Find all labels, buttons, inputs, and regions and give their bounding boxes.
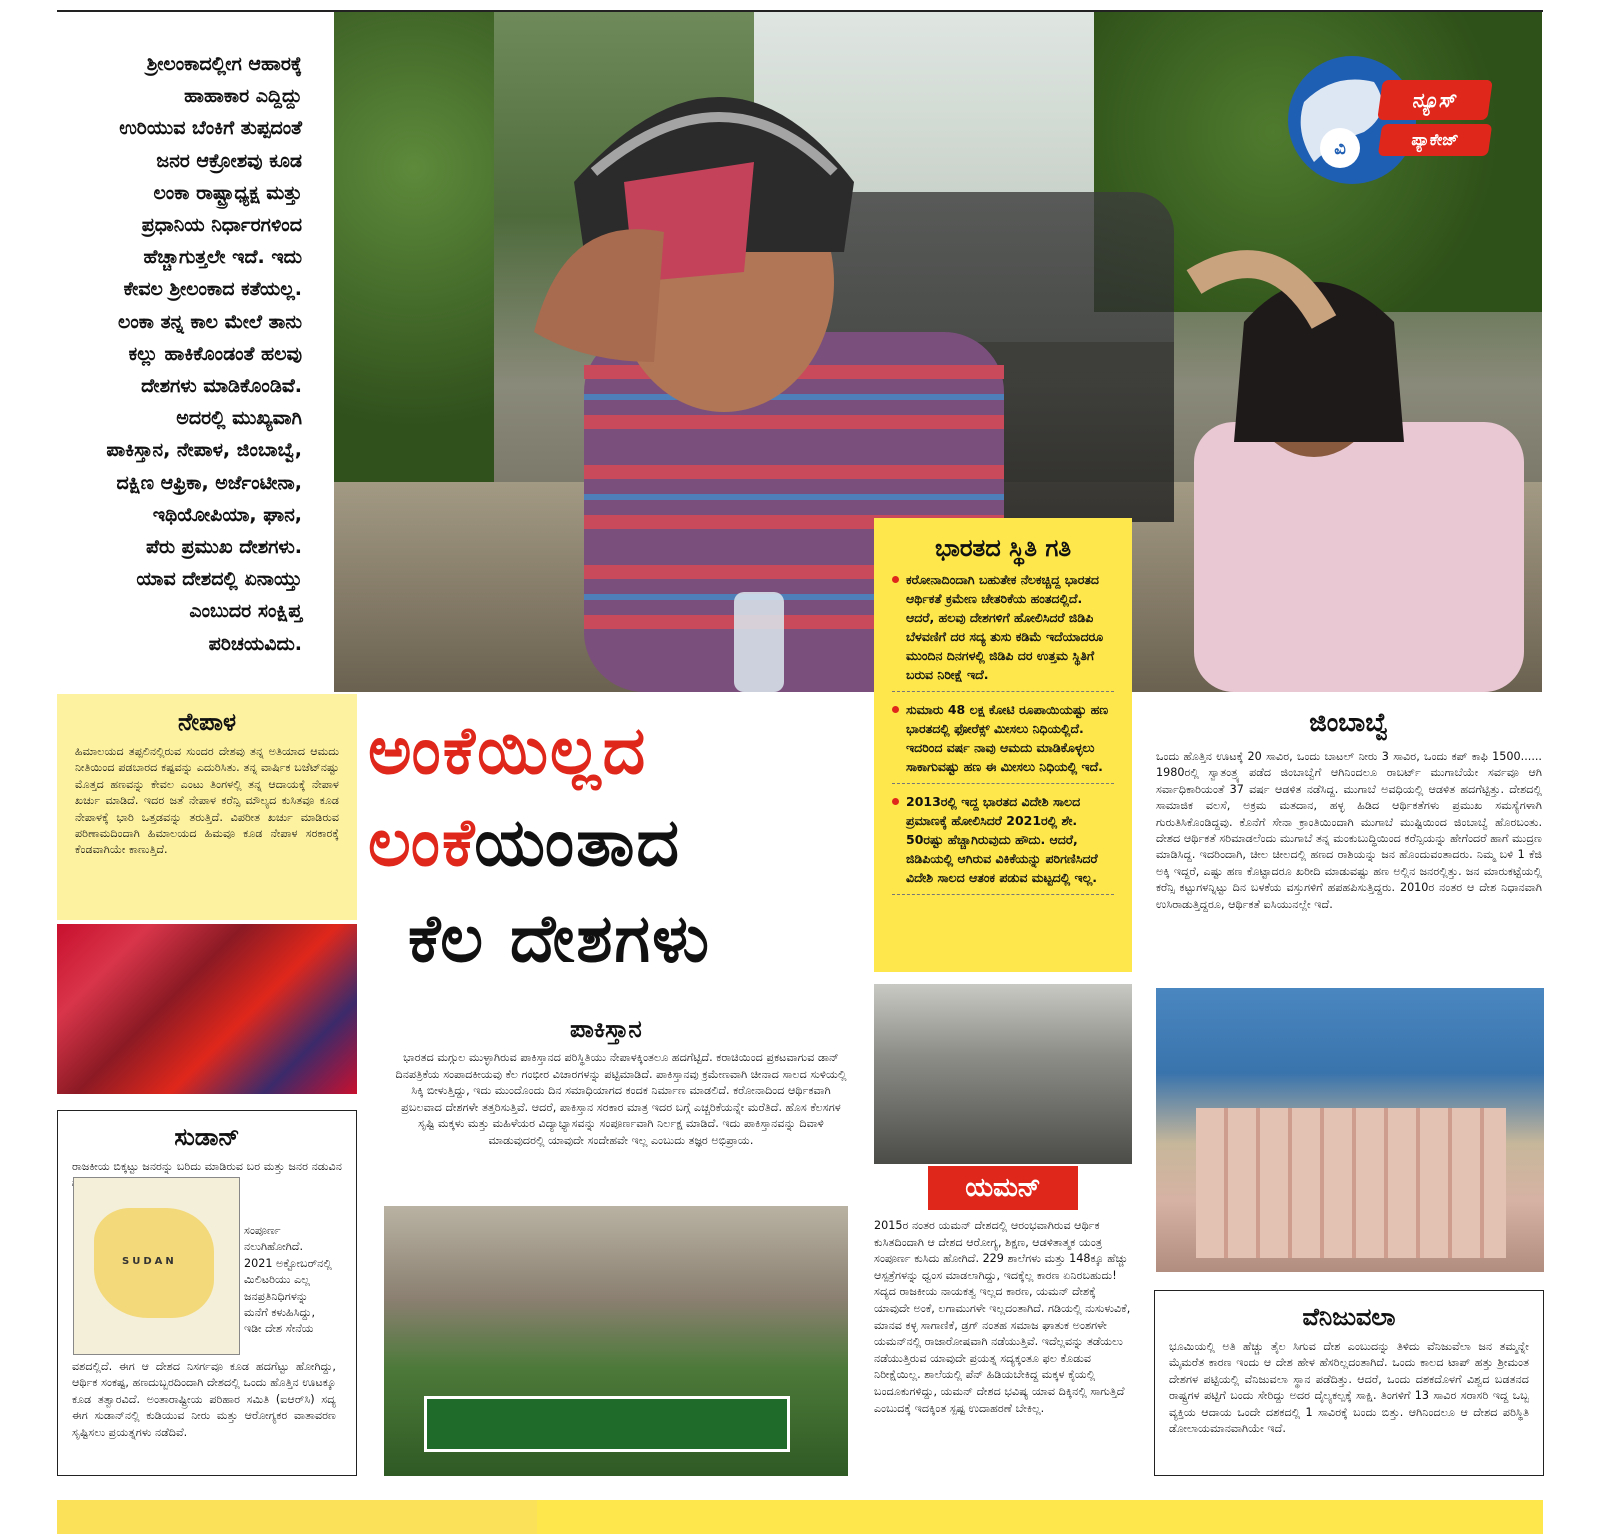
sudan-map xyxy=(73,1177,240,1355)
badge-package-label: ಪ್ಯಾಕೇಜ್ xyxy=(1378,124,1492,156)
yemen-text: 2015ರ ನಂತರ ಯಮನ್ ದೇಶದಲ್ಲಿ ಆರಂಭವಾಗಿರುವ ಆರ್ಥಿಕ ಕುಸಿತದಿಂದಾಗಿ ಆ ದೇಶದ ಆರೋಗ್ಯ, ಶಿಕ್ಷಣ, ಆಡಳಿತಾತ್ಮಕ ಯಂತ್ರ ಸಂಪೂರ್ಣ ಕುಸಿದು ಹೋಗಿದೆ. 229 ಶಾಲೆಗಳು ಮತ್ತು 148ಕ್ಕೂ ಹೆಚ್ಚು ಆಸ್ಪತ್ರೆಗಳನ್ನು ಧ್ವಂಸ ಮಾಡಲಾಗಿದ್ದು, ಇದಕ್ಕೆಲ್ಲ ಕಾರಣ ಏನಿರಬಹುದು! ಸದ್ಯದ ರಾಜಕೀಯ ನಾಯಕತ್ವ ಇಲ್ಲದ ಕಾರಣ, ಯಮನ್ ದೇಶಕ್ಕೆ ಯಾವುದೇ ಅಂಕೆ, ಲಗಾಮುಗಳೇ ಇಲ್ಲದಂತಾಗಿದೆ. ಗಡಿಯಲ್ಲಿ ನುಸುಳುವಿಕೆ, ಮಾನವ ಕಳ್ಳ ಸಾಗಾಣಿಕೆ, ಡ್ರಗ್ ನಂತಹ ಸಮಾಜ ಘಾತುಕ ಅಂಶಗಳೇ ಯಮನ್‌ನಲ್ಲಿ ರಾಜಾರೋಷವಾಗಿ ನಡೆಯುತ್ತಿವೆ. ಇದೆಲ್ಲವನ್ನು ತಡೆಯಲು ನಡೆಯುತ್ತಿರುವ ಯಾವುದೇ ಪ್ರಯತ್ನ ಸದ್ಯಕ್ಕಂತೂ ಫಲ ಕೊಡುವ ನಿರೀಕ್ಷೆಯಿಲ್ಲ. ಶಾಲೆಯಲ್ಲಿ ಪೆನ್ ಹಿಡಿಯಬೇಕಿದ್ದ ಮಕ್ಕಳ ಕೈಯಲ್ಲಿ ಬಂದೂಕುಗಳಿದ್ದು, ಯಮನ್ ದೇಶದ ಭವಿಷ್ಯ ಯಾವ ದಿಕ್ಕಿನಲ್ಲಿ ಸಾಗುತ್ತಿದೆ ಎಂಬುದಕ್ಕೆ ಇದಕ್ಕಿಂತ ಸ್ಪಷ್ಟ ಉದಾಹರಣೆ ಬೇಕಿಲ್ಲ. xyxy=(874,1219,1131,1415)
nepal-protest-photo xyxy=(57,924,357,1094)
nepal-box xyxy=(57,694,357,920)
sudan-text-2: ವಶದಲ್ಲಿದೆ. ಈಗ ಆ ದೇಶದ ನಿಸರ್ಗವೂ ಕೂಡ ಹದಗೆಟ್ಟು ಹೋಗಿದ್ದು, ಆರ್ಥಿಕ ಸಂಕಷ್ಟ, ಹಣದುಬ್ಬರದಿಂದಾಗಿ ದೇಶದಲ್ಲಿ ಒಂದು ಹೊತ್ತಿನ ಊಟಕ್ಕೂ ಕೂಡ ತತ್ವಾರವಿದೆ. ಅಂತಾರಾಷ್ಟ್ರೀಯ ಪರಿಹಾರ ಸಮಿತಿ (ಐಆರ್‌ಸಿ) ಸದ್ಯ ಈಗ ಸುಡಾನ್‌ನಲ್ಲಿ ಕುಡಿಯುವ ನೀರು ಮತ್ತು ಆರೋಗ್ಯಕರ ವಾತಾವರಣ ಸೃಷ್ಟಿಸಲು ಪ್ರಯತ್ನಗಳು ನಡೆದಿವೆ. xyxy=(72,1360,336,1439)
india-status-box xyxy=(874,518,1132,972)
pakistan-title: ಪಾಕಿಸ್ತಾನ xyxy=(570,1015,642,1043)
intro-text: ಶ್ರೀಲಂಕಾದಲ್ಲೀಗ ಆಹಾರಕ್ಕೆ ಹಾಹಾಕಾರ ಎದ್ದಿದ್ದು ಉರಿಯುವ ಬೆಂಕಿಗೆ ತುಪ್ಪದಂತೆ ಜನರ ಆಕ್ರೋಶವು ಕೂಡ ಲಂಕಾ ರಾಷ್ಟ್ರಾಧ್ಯಕ್ಷ ಮತ್ತು ಪ್ರಧಾನಿಯ ನಿರ್ಧಾರಗಳಿಂದ ಹೆಚ್ಚಾಗುತ್ತಲೇ ಇದೆ. ಇದು ಕೇವಲ ಶ್ರೀಲಂಕಾದ ಕತೆಯಲ್ಲ. ಲಂಕಾ ತನ್ನ ಕಾಲ ಮೇಲೆ ತಾನು ಕಲ್ಲು ಹಾಕಿಕೊಂಡಂತೆ ಹಲವು ದೇಶಗಳು ಮಾಡಿಕೊಂಡಿವೆ. ಅದರಲ್ಲಿ ಮುಖ್ಯವಾಗಿ ಪಾಕಿಸ್ತಾನ, ನೇಪಾಳ, ಜಿಂಬಾಬ್ವೆ, ದಕ್ಷಿಣ ಆಫ್ರಿಕಾ, ಅರ್ಜೆಂಟೀನಾ, ಇಥಿಯೋಪಿಯಾ, ಘಾನ, ಪೆರು ಪ್ರಮುಖ ದೇಶಗಳು. ಯಾವ ದೇಶದಲ್ಲಿ ಏನಾಯ್ತು ಎಂಬುದರ ಸಂಕ್ಷಿಪ್ತ ಪರಿಚಯವಿದು. xyxy=(106,53,302,655)
yemen-title: ಯಮನ್ xyxy=(928,1166,1078,1210)
pakistan-rally-photo xyxy=(384,1206,848,1476)
zimbabwe-title: ಜಿಂಬಾಬ್ವೆ xyxy=(1309,708,1389,738)
woman-figure xyxy=(1154,242,1534,692)
zimbabwe-box xyxy=(1154,700,1544,990)
nepal-title: ನೇಪಾಳ xyxy=(177,708,237,736)
yemen-ruins-photo xyxy=(874,984,1132,1164)
sudan-text: ರಾಜಕೀಯ ಬಿಕ್ಕಟ್ಟು ಜನರನ್ನು ಬರಿದು ಮಾಡಿರುವ ಬರ ಮತ್ತು ಜನರ ನಡುವಿನ xyxy=(72,1160,342,1173)
india-item: 2013ರಲ್ಲಿ ಇದ್ದ ಭಾರತದ ವಿದೇಶಿ ಸಾಲದ ಪ್ರಮಾಣಕ್ಕೆ ಹೋಲಿಸಿದರೆ 2021ರಲ್ಲಿ ಶೇ. 50ರಷ್ಟು ಹೆಚ್ಚಾಗಿರುವುದು ಹೌದು. ಆದರೆ, ಜಿಡಿಪಿಯಲ್ಲಿ ಆಗಿರುವ ವಿಕಿಕೆಯನ್ನು ಪರಿಗಣಿಸಿದರೆ ವಿದೇಶಿ ಸಾಲದ ಆತಂಕ ಪಡುವ ಮಟ್ಟದಲ್ಲಿ ಇಲ್ಲ. xyxy=(892,792,1114,895)
venezuela-title: ವೆನಿಜುವಲಾ xyxy=(1302,1303,1396,1331)
badge-letter: ವಿ xyxy=(1334,138,1346,159)
india-item: ಕರೋನಾದಿಂದಾಗಿ ಬಹುತೇಕ ನೆಲಕಚ್ಚಿದ್ದ ಭಾರತದ ಆರ್ಥಿಕತೆ ಕ್ರಮೇಣ ಚೇತರಿಕೆಯ ಹಂತದಲ್ಲಿದೆ. ಆದರೆ, ಹಲವು ದೇಶಗಳಿಗೆ ಹೋಲಿಸಿದರೆ ಜಿಡಿಪಿ ಬೆಳವಣಿಗೆ ದರ ಸದ್ಯ ತುಸು ಕಡಿಮೆ ಇದೆಯಾದರೂ ಮುಂದಿನ ದಿನಗಳಲ್ಲಿ ಜಿಡಿಪಿ ದರ ಉತ್ತಮ ಸ್ಥಿತಿಗೆ ಬರುವ ನಿರೀಕ್ಷೆ ಇದೆ. xyxy=(892,570,1114,692)
globe-icon xyxy=(1284,52,1448,188)
sudan-box xyxy=(57,1110,357,1476)
zimbabwe-currency-photo xyxy=(1156,988,1544,1272)
headline-line-3: ಕೆಲ ದೇಶಗಳು xyxy=(408,900,711,977)
venezuela-text: ಭೂಮಿಯಲ್ಲಿ ಅತಿ ಹೆಚ್ಚು ತೈಲ ಸಿಗುವ ದೇಶ ಎಂಬುದನ್ನು ತಿಳಿದು ವೆನಿಜುವೆಲಾ ಜನ ತಮ್ಮನ್ನೇ ಮೈಮರೆತ ಕಾರಣ ಇಂದು ಆ ದೇಶ ಹೇಳ ಹೆಸರಿಲ್ಲದಂತಾಗಿದೆ. ಒಂದು ಕಾಲದ ಟಾಪ್ ಹತ್ತು ಶ್ರೀಮಂತ ದೇಶಗಳ ಪಟ್ಟಿಯಲ್ಲಿ ವೆನಿಜುವಲಾ ಸ್ಥಾನ ಪಡೆದಿತ್ತು. ಆದರೆ, ಒಂದು ದಶಕದೊಳಗೆ ವಿಶ್ವದ ಬಡತನದ ರಾಷ್ಟ್ರಗಳ ಪಟ್ಟಿಗೆ ಬಂದು ಸೇರಿದ್ದು ಅದರ ದೈಲ್ಯಕಲ್ಪಕ್ಕೆ ಸಾಕ್ಷಿ. ತಿಂಗಳಿಗೆ 13 ಸಾವಿರ ಸರಾಸರಿ ಇದ್ದ ಒಬ್ಬ ವ್ಯಕ್ತಿಯ ಆದಾಯ ಒಂದೇ ದಶಕದಲ್ಲಿ 1 ಸಾವಿರಕ್ಕೆ ಬಂದು ಬಿತ್ತು. ಆಗಿನಿಂದಲೂ ಆ ದೇಶದ ಪರಿಸ್ಥಿತಿ ಡೋಲಾಯಮಾನವಾಗಿಯೇ ಇದೆ. xyxy=(1169,1340,1529,1436)
badge-news-label: ನ್ಯೂಸ್ xyxy=(1377,80,1493,120)
sudan-side-text: ಸಂಪೂರ್ಣ ನಲುಗಿಹೋಗಿದೆ. 2021 ಅಕ್ಟೋಬರ್‌ನಲ್ಲಿ ಮಿಲಿಟರಿಯು ಎಲ್ಲ ಜನಪ್ರತಿನಿಧಿಗಳನ್ನು ಮನೆಗೆ ಕಳುಹಿಸಿದ್ದು, ಇಡೀ ದೇಶ ಸೇನೆಯ xyxy=(244,1224,332,1336)
pakistan-text: ಭಾರತದ ಮಗ್ಗುಲ ಮುಳ್ಳಾಗಿರುವ ಪಾಕಿಸ್ತಾನದ ಪರಿಸ್ಥಿತಿಯು ನೇಪಾಳಕ್ಕಿಂತಲೂ ಹದಗೆಟ್ಟಿದೆ. ಕರಾಚಿಯಿಂದ ಪ್ರಕಟವಾಗುವ ಡಾನ್ ದಿನಪತ್ರಿಕೆಯ ಸಂಪಾದಕೀಯವು ಕೆಲ ಗಂಭೀರ ವಿಚಾರಗಳನ್ನು ಪಟ್ಟಿಮಾಡಿದೆ. ಪಾಕಿಸ್ತಾನವು ಕ್ರಮೇಣವಾಗಿ ಚೀನಾದ ಸಾಲದ ಸುಳಿಯಲ್ಲಿ ಸಿಕ್ಕಿ ಬೀಳುತ್ತಿದ್ದು, ಇದು ಮುಂದೊಂದು ದಿನ ಸಮಾಧಿಯಾಗದ ಕಂದಕ ನಿರ್ಮಾಣ ಮಾಡಲಿದೆ. ಕರೋನಾದಿಂದ ಆರ್ಥಿಕವಾಗಿ ಪ್ರಬಲವಾದ ದೇಶಗಳೇ ತತ್ತರಿಸುತ್ತಿವೆ. ಆದರೆ, ಪಾಕಿಸ್ತಾನ ಸರಕಾರ ಮಾತ್ರ ಇದರ ಬಗ್ಗೆ ಎಚ್ಚರಿಕೆಯನ್ನೇ ಮರೆತಿದೆ. ಹೊಸ ಕೆಲಸಗಳ ಸೃಷ್ಟಿ ಮಕ್ಕಳು ಮತ್ತು ಮಹಿಳೆಯರ ವಿದ್ಯಾಭ್ಯಾಸವನ್ನು ಸಂಪೂರ್ಣವಾಗಿ ನಿರ್ಲಕ್ಷ ಮಾಡಿದೆ. ಇದು ಪಾಕಿಸ್ತಾನವನ್ನು ದಿವಾಳಿ ಮಾಡುವುದರಲ್ಲಿ ಯಾವುದೇ ಸಂದೇಹವೇ ಇಲ್ಲ ಎಂಬುದು ತಜ್ಞರ ಅಭಿಪ್ರಾಯ. xyxy=(395,1051,847,1147)
india-title: ಭಾರತದ ಸ್ಥಿತಿ ಗತಿ xyxy=(934,534,1072,562)
sudan-title: ಸುಡಾನ್ xyxy=(174,1123,240,1151)
india-item: ಸುಮಾರು 48 ಲಕ್ಷ ಕೋಟಿ ರೂಪಾಯಿಯಷ್ಟು ಹಣ ಭಾರತದಲ್ಲಿ ಫೋರೆಕ್ಸ್ ಮೀಸಲು ನಿಧಿಯಲ್ಲಿದೆ. ಇದರಿಂದ ವರ್ಷ ನಾವು ಆಮದು ಮಾಡಿಕೊಳ್ಳಲು ಸಾಕಾಗುವಷ್ಟು ಹಣ ಈ ಮೀಸಲು ನಿಧಿಯಲ್ಲಿ ಇದೆ. xyxy=(892,700,1114,784)
bottom-strip xyxy=(57,1500,1543,1534)
headline-line-1: ಅಂಕೆಯಿಲ್ಲದ xyxy=(368,712,648,789)
venezuela-box xyxy=(1154,1290,1544,1476)
nepal-text: ಹಿಮಾಲಯದ ತಪ್ಪಲಿನಲ್ಲಿರುವ ಸುಂದರ ದೇಶವು ತನ್ನ ಅತಿಯಾದ ಆಮದು ನೀತಿಯಿಂದ ಪಡಬಾರದ ಕಷ್ಟವನ್ನು ಎದುರಿಸಿತು. ತನ್ನ ವಾರ್ಷಿಕ ಬಜೆಟ್‌ನಷ್ಟು ಮೊತ್ತದ ಹಣವನ್ನು ಕೇವಲ ಎಂಟು ತಿಂಗಳಲ್ಲಿ ತನ್ನ ಆದಾಯಕ್ಕೆ ನೇಪಾಳ ಖರ್ಚು ಮಾಡಿದೆ. ಇದರ ಜತೆ ನೇಪಾಳ ಕರೆನ್ಸಿ ಮೌಲ್ಯದ ಕುಸಿತವೂ ಕೂಡ ನೇಪಾಳಕ್ಕೆ ಭಾರಿ ಒತ್ತಡವನ್ನು ತರುತ್ತಿದೆ. ವಿಪರೀತ ಖರ್ಚು ಮಾಡಿರುವ ಪರಿಣಾಮದಿಂದಾಗಿ ಹಿಮಾಲಯದ ಹಿಮವೂ ಕೂಡ ನೇಪಾಳ ಸರಕಾರಕ್ಕೆ ಕೆಂಡವಾಗಿಯೇ ಕಾಣುತ್ತಿದೆ. xyxy=(75,745,339,857)
map-label: SUDAN xyxy=(122,1256,177,1267)
zimbabwe-text: ಒಂದು ಹೊತ್ತಿನ ಊಟಕ್ಕೆ 20 ಸಾವಿರ, ಒಂದು ಬಾಟಲ್ ನೀರು 3 ಸಾವಿರ, ಒಂದು ಕಪ್ ಕಾಫಿ 1500...... 1980ರಲ್ಲಿ ಸ್ವಾತಂತ್ರ್ಯ ಪಡೆದ ಜಿಂಬಾಬ್ವೆಗೆ ಆಗಿನಿಂದಲೂ ರಾಬರ್ಟ್ ಮುಗಾಬೆಯೇ ಸರ್ವವೂ ಆಗಿ ಸರ್ವಾಧಿಕಾರಿಯಂತೆ 37 ವರ್ಷ ಆಡಳಿತ ನಡೆಸಿದ್ದ. ಮುಗಾಬೆ ಅವಧಿಯಲ್ಲಿ ಆಡಳಿತ ಹದಗೆಟ್ಟಿತ್ತು. ದೇಶದಲ್ಲಿ ಸಾಮಾಜಿಕ ವಲಸೆ, ಅಕ್ರಮ ಮತದಾನ, ಹಳ್ಳ ಹಿಡಿದ ಆರ್ಥಿಕತೆಗಳು ಪ್ರಮುಖ ಸಮಸ್ಯೆಗಳಾಗಿ ಗುರುತಿಸಿಕೊಂಡಿದ್ದವು. ಕೊನೆಗೆ ಸೇನಾ ಕ್ರಾಂತಿಯಿಂದಾಗಿ ಮುಗಾಬೆ ಮುಷ್ಟಿಯಿಂದ ಜಿಂಬಾಬ್ವೆ ಹೊರಬಂತು. ದೇಶದ ಆರ್ಥಿಕತೆ ಸರಿಮಾಡಲೆಂದು ಮುಗಾಬೆ ತನ್ನ ಮಂಕುಬುದ್ಧಿಯಿಂದ ಕರೆನ್ಸಿಯನ್ನು ಹೇಗೆಂದರೆ ಹಾಗೆ ಮುದ್ರಣ ಮಾಡಿಸಿದ್ದ. ಇದರಿಂದಾಗಿ, ಚೀಲ ಚೀಲದಲ್ಲಿ ಹಣದ ರಾಶಿಯನ್ನು ಜನ ಹೊಂದುವಂತಾದರು. ನಿಮ್ಮ ಬಳಿ 1 ಕೆಜಿ ಅಕ್ಕಿ ಇದ್ದರೆ, ಎಷ್ಟು ಹಣ ಕೊಟ್ಟಾದರೂ ಖರೀದಿ ಮಾಡುವಷ್ಟು ಹಣ ಅಲ್ಲಿನ ಜನರಲ್ಲಿತ್ತು. ಜನ ಮಾರುಕಟ್ಟೆಯಲ್ಲಿ ಕರೆನ್ಸಿ ಕಟ್ಟುಗಳನ್ನಿಟ್ಟು ದಿನ ಬಳಕೆಯ ವಸ್ತುಗಳಿಗೆ ಹಪಹಪಿಸುತ್ತಿದ್ದರು. 2010ರ ನಂತರ ಆ ದೇಶ ನಿಧಾನವಾಗಿ ಉಸಿರಾಡುತ್ತಿದ್ದರೂ, ಆರ್ಥಿಕತೆ ಐಸಿಯುನಲ್ಲೇ ಇದೆ. xyxy=(1156,750,1542,911)
headline-line-2: ಲಂಕೆಯಂತಾದ xyxy=(368,804,682,881)
